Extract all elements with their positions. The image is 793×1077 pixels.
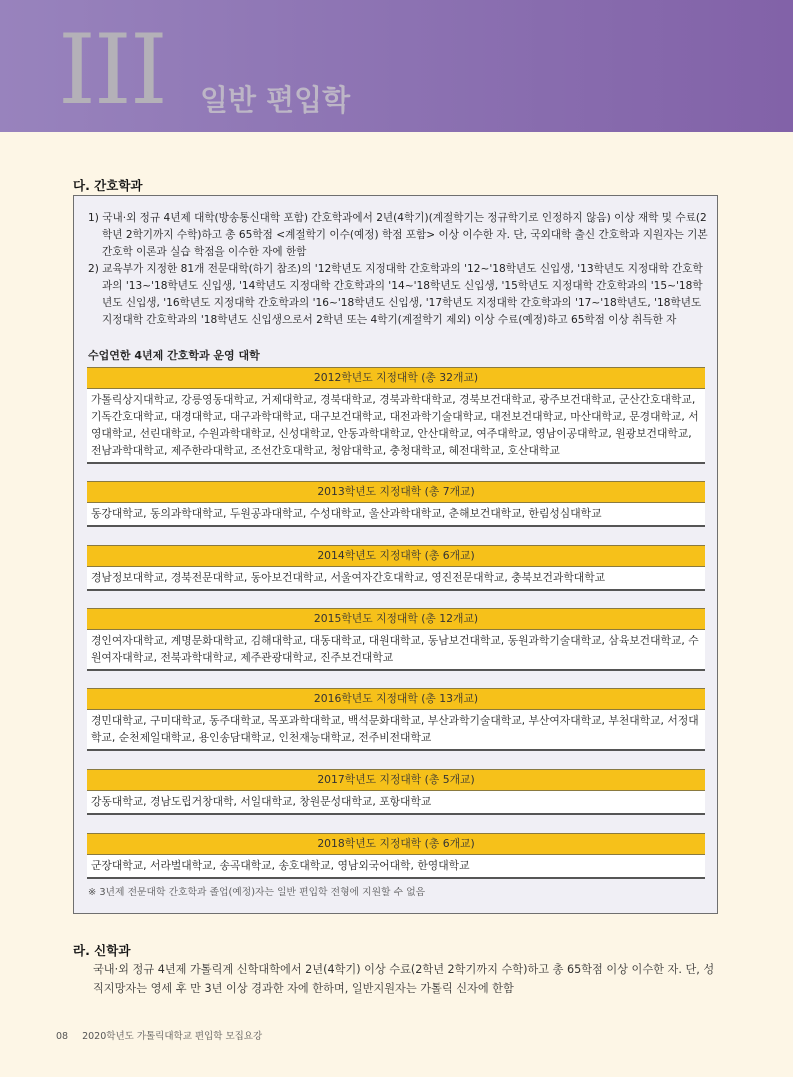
group-title: 2014학년도 지정대학 (총 6개교)	[87, 545, 705, 567]
group-schools: 가톨릭상지대학교, 강릉영동대학교, 거제대학교, 경북대학교, 경북과학대학교, 경북보건대학교, 광주보건대학교, 군산간호대학교, 기독간호대학교, 대경대학교, 대구과학대학교, 대구보건대학교, 대전과학기술대학교, 대전보건대학교, 마산대학교, 문경대학교, 서영대학교, 선린대학교, 수원과학대학교, 신성대학교, 안동과학대학교, 안산대학교, 여주대학교, 영남이공대학교, 원광보건대학교, 전남과학대학교, 제주한라대학교, 조선간호대학교, 청암대학교, 충청대학교, 혜전대학교, 호산대학교	[87, 389, 705, 464]
nursing-requirements-box	[73, 195, 718, 914]
page-number: 08	[56, 1031, 69, 1042]
school-group-2014	[87, 545, 705, 591]
group-title: 2018학년도 지정대학 (총 6개교)	[87, 833, 705, 855]
group-schools: 경민대학교, 구미대학교, 동주대학교, 목포과학대학교, 백석문화대학교, 부산과학기술대학교, 부산여자대학교, 부천대학교, 서정대학교, 순천제일대학교, 용인송담대학교, 인천재능대학교, 전주비전대학교	[87, 710, 705, 751]
theology-requirements: 국내·외 정규 4년제 가톨릭계 신학대학에서 2년(4학기) 이상 수료(2학년 2학기까지 수학)하고 총 65학점 이상 이수한 자. 단, 성직지망자는 영세 후 만 3년 이상 경과한 자에 한하며, 일반지원자는 가톨릭 신자에 한함	[93, 963, 715, 995]
page-footer	[56, 1028, 262, 1042]
group-schools: 경남정보대학교, 경북전문대학교, 동아보건대학교, 서울여자간호대학교, 영진전문대학교, 충북보건과학대학교	[87, 567, 705, 591]
schools-subtitle: 수업연한 4년제 간호학과 운영 대학	[88, 349, 260, 362]
school-group-2012	[87, 367, 705, 464]
group-title: 2015학년도 지정대학 (총 12개교)	[87, 608, 705, 630]
chapter-header	[0, 0, 793, 132]
group-schools: 경인여자대학교, 계명문화대학교, 김해대학교, 대동대학교, 대원대학교, 동남보건대학교, 동원과학기술대학교, 삼육보건대학교, 수원여자대학교, 전북과학대학교, 제주관광대학교, 진주보건대학교	[87, 630, 705, 671]
document-title: 2020학년도 가톨릭대학교 편입학 모집요강	[82, 1031, 263, 1042]
group-title: 2017학년도 지정대학 (총 5개교)	[87, 769, 705, 791]
chapter-number: III	[58, 14, 166, 126]
requirement-item: 1) 국내·외 정규 4년제 대학(방송통신대학 포함) 간호학과에서 2년(4학기)(계절학기는 정규학기로 인정하지 않음) 이상 재학 및 수료(2학년 2학기까지 수학)하고 총 65학점 <계절학기 이수(예정) 학점 포함> 이상 이수한 자. 단, 국외대학 출신 간호학과 지원자는 기본 간호학 이론과 실습 학점을 이수한 자에 한함	[88, 212, 708, 258]
school-group-2015	[87, 608, 705, 671]
group-title: 2016학년도 지정대학 (총 13개교)	[87, 688, 705, 710]
group-schools: 동강대학교, 동의과학대학교, 두원공과대학교, 수성대학교, 울산과학대학교, 춘해보건대학교, 한림성심대학교	[87, 503, 705, 527]
section-heading-theology: 라. 신학과	[73, 943, 131, 958]
requirement-item: 2) 교육부가 지정한 81개 전문대학(하기 참조)의 '12학년도 지정대학 간호학과의 '12~'18학년도 신입생, '13학년도 지정대학 간호학과의 '13~'18학년도 신입생, '14학년도 지정대학 간호학과의 '14~'18학년도 신입생, '15학년도 지정대학 간호학과의 '15~'18학년도 신입생, '16학년도 지정대학 간호학과의 '16~'18학년도 신입생, '17학년도 지정대학 간호학과의 '17~'18학년도, '18학년도 지정대학 간호학과의 '18학년도 신입생으로서 2학년 또는 4학기(계절학기 제외) 이상 수료(예정)하고 65학점 이상 취득한 자	[88, 263, 703, 326]
footnote: ※ 3년제 전문대학 간호학과 졸업(예정)자는 일반 편입학 전형에 지원할 수 없음	[88, 887, 426, 898]
group-title: 2013학년도 지정대학 (총 7개교)	[87, 481, 705, 503]
school-group-2018	[87, 833, 705, 879]
school-group-2013	[87, 481, 705, 527]
group-schools: 군장대학교, 서라벌대학교, 송곡대학교, 송호대학교, 영남외국어대학, 한영대학교	[87, 855, 705, 879]
requirements-list	[88, 210, 708, 329]
school-group-2016	[87, 688, 705, 751]
section-heading-nursing: 다. 간호학과	[73, 178, 143, 193]
chapter-title: 일반 편입학	[200, 83, 351, 117]
school-group-2017	[87, 769, 705, 815]
group-schools: 강동대학교, 경남도립거창대학, 서일대학교, 창원문성대학교, 포항대학교	[87, 791, 705, 815]
group-title: 2012학년도 지정대학 (총 32개교)	[87, 367, 705, 389]
